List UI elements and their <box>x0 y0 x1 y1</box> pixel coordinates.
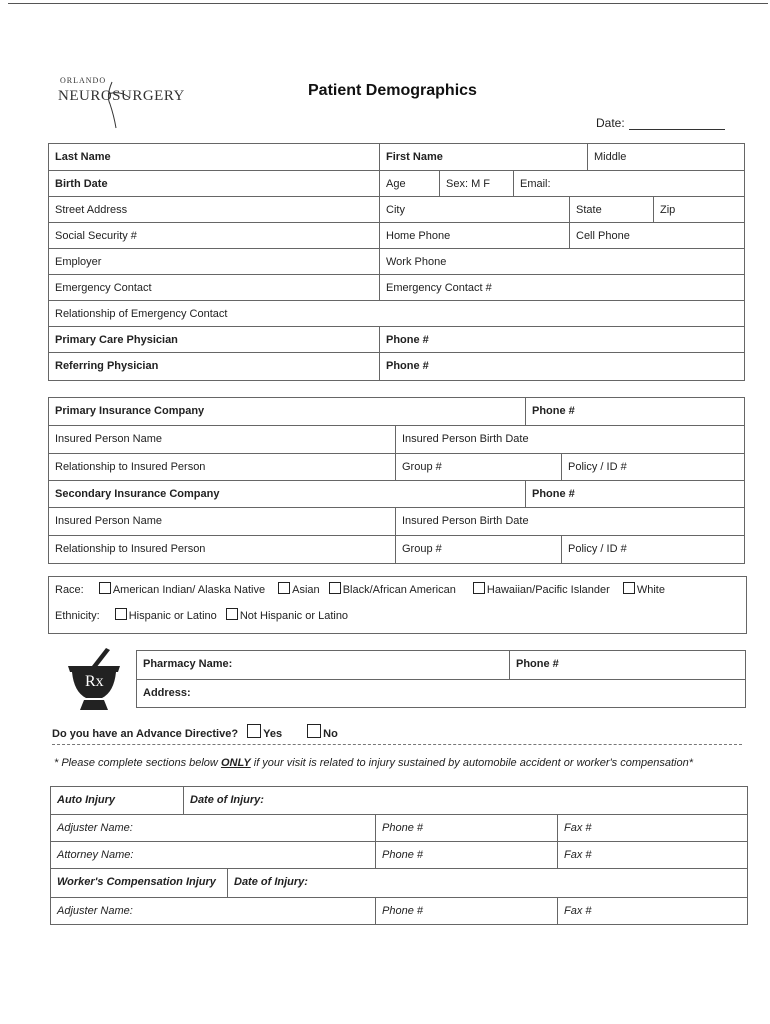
policy2-field[interactable]: Policy / ID # <box>561 536 744 563</box>
patient-info-table <box>48 143 745 381</box>
ethnicity-option-label: Not Hispanic or Latino <box>239 610 349 622</box>
adjuster2-fax-field[interactable]: Fax # <box>557 898 747 924</box>
advance-yes-label: Yes <box>263 728 283 740</box>
advance-directive-question <box>52 724 338 740</box>
primary-insurance-phone-field[interactable]: Phone # <box>525 398 744 425</box>
insured-name-field[interactable]: Insured Person Name <box>55 433 162 445</box>
cell-phone-field[interactable]: Cell Phone <box>569 223 744 248</box>
race-checkbox[interactable] <box>99 582 111 594</box>
insured-birth-field[interactable]: Insured Person Birth Date <box>395 426 744 453</box>
logo-small-text: ORLANDO <box>60 76 107 85</box>
logo <box>58 74 198 134</box>
zip-field[interactable]: Zip <box>653 197 744 222</box>
ethnicity-label: Ethnicity: <box>55 610 100 622</box>
table-row <box>137 679 745 707</box>
advance-no-label: No <box>323 728 338 740</box>
ssn-field[interactable]: Social Security # <box>55 230 137 242</box>
secondary-insurance-phone-field[interactable]: Phone # <box>525 481 744 507</box>
table-row <box>49 480 744 507</box>
attorney-phone-field[interactable]: Phone # <box>375 842 557 868</box>
adjuster2-name-field[interactable]: Adjuster Name: <box>57 905 133 917</box>
race-option-label: Black/African American <box>342 584 456 596</box>
secondary-insurance-field[interactable]: Secondary Insurance Company <box>55 488 220 500</box>
table-row <box>49 535 744 563</box>
workers-date-field[interactable]: Date of Injury: <box>227 869 747 897</box>
date-field[interactable] <box>596 116 725 130</box>
pcp-phone-field[interactable]: Phone # <box>379 327 744 352</box>
note-pre: * Please complete sections below <box>54 757 221 769</box>
date-label: Date: <box>596 116 625 130</box>
referring-physician-field[interactable]: Referring Physician <box>55 360 159 372</box>
table-row <box>49 274 744 300</box>
insured-birth2-field[interactable]: Insured Person Birth Date <box>395 508 744 535</box>
table-row <box>49 300 744 326</box>
table-row <box>51 787 747 814</box>
dashed-divider <box>52 744 742 745</box>
group-field[interactable]: Group # <box>395 454 561 480</box>
relationship-insured-field[interactable]: Relationship to Insured Person <box>55 461 206 473</box>
ethnicity-option-label: Hispanic or Latino <box>128 610 217 622</box>
note-only: ONLY <box>220 757 251 769</box>
table-row <box>49 196 744 222</box>
table-row <box>49 222 744 248</box>
primary-insurance-field[interactable]: Primary Insurance Company <box>55 405 205 417</box>
race-ethnicity-box <box>48 576 747 634</box>
insured-name2-field[interactable]: Insured Person Name <box>55 515 162 527</box>
ethnicity-row <box>55 605 348 627</box>
last-name-field[interactable]: Last Name <box>55 151 111 163</box>
pharmacy-phone-field[interactable]: Phone # <box>509 651 745 679</box>
advance-yes-checkbox[interactable] <box>247 724 261 738</box>
table-row <box>49 144 744 170</box>
advance-directive-label: Do you have an Advance Directive? <box>52 728 239 740</box>
table-row <box>49 453 744 480</box>
pcp-field[interactable]: Primary Care Physician <box>55 334 178 346</box>
policy-field[interactable]: Policy / ID # <box>561 454 744 480</box>
relationship-insured2-field[interactable]: Relationship to Insured Person <box>55 543 206 555</box>
email-field[interactable]: Email: <box>513 171 744 196</box>
page-title: Patient Demographics <box>308 82 477 99</box>
date-line[interactable] <box>629 129 725 130</box>
referring-phone-field[interactable]: Phone # <box>379 353 744 380</box>
race-checkbox[interactable] <box>278 582 290 594</box>
emergency-contact-field[interactable]: Emergency Contact <box>55 282 152 294</box>
race-option-label: American Indian/ Alaska Native <box>112 584 266 596</box>
insurance-table <box>48 397 745 564</box>
workers-comp-field[interactable]: Worker's Compensation Injury <box>57 876 216 888</box>
city-field[interactable]: City <box>379 197 569 222</box>
table-row <box>49 398 744 425</box>
adjuster-phone-field[interactable]: Phone # <box>375 815 557 841</box>
group2-field[interactable]: Group # <box>395 536 561 563</box>
table-row <box>51 814 747 841</box>
race-checkbox[interactable] <box>623 582 635 594</box>
first-name-field[interactable]: First Name <box>379 144 587 170</box>
injury-note <box>54 757 693 769</box>
race-option-label: Hawaiian/Pacific Islander <box>486 584 610 596</box>
table-row <box>49 507 744 535</box>
birth-date-field[interactable]: Birth Date <box>55 178 108 190</box>
table-row <box>49 248 744 274</box>
work-phone-field[interactable]: Work Phone <box>379 249 744 274</box>
injury-table <box>50 786 748 925</box>
state-field[interactable]: State <box>569 197 653 222</box>
advance-no-checkbox[interactable] <box>307 724 321 738</box>
adjuster-name-field[interactable]: Adjuster Name: <box>57 822 133 834</box>
table-row <box>49 425 744 453</box>
top-border <box>8 3 768 4</box>
emergency-contact-phone-field[interactable]: Emergency Contact # <box>379 275 744 300</box>
auto-date-field[interactable]: Date of Injury: <box>183 787 747 814</box>
rx-mortar-icon <box>66 646 122 712</box>
pharmacy-name-field[interactable]: Pharmacy Name: <box>143 658 233 670</box>
age-field[interactable]: Age <box>379 171 439 196</box>
pharmacy-address-field[interactable]: Address: <box>143 687 191 699</box>
table-row <box>49 352 744 380</box>
table-row <box>49 326 744 352</box>
race-checkbox[interactable] <box>473 582 485 594</box>
street-address-field[interactable]: Street Address <box>55 204 128 216</box>
attorney-fax-field[interactable]: Fax # <box>557 842 747 868</box>
table-row <box>51 868 747 897</box>
race-checkbox[interactable] <box>329 582 341 594</box>
ethnicity-checkbox[interactable] <box>226 608 238 620</box>
rx-text: Rx <box>85 673 104 690</box>
home-phone-field[interactable]: Home Phone <box>379 223 569 248</box>
race-option-label: White <box>636 584 665 596</box>
logo-big-text: NEUROSURGERY <box>58 88 185 104</box>
adjuster2-phone-field[interactable]: Phone # <box>375 898 557 924</box>
attorney-name-field[interactable]: Attorney Name: <box>57 849 134 861</box>
race-label: Race: <box>55 584 84 596</box>
employer-field[interactable]: Employer <box>55 256 102 268</box>
race-option-label: Asian <box>292 584 320 596</box>
ethnicity-checkbox[interactable] <box>115 608 127 620</box>
middle-field[interactable]: Middle <box>587 144 744 170</box>
sex-field[interactable]: Sex: M F <box>439 171 513 196</box>
note-post: if your visit is related to injury sustained by automobile accident or worker's compensation* <box>250 757 693 769</box>
table-row <box>51 841 747 868</box>
race-row <box>55 579 665 601</box>
auto-injury-field[interactable]: Auto Injury <box>57 794 116 806</box>
relationship-emergency-field[interactable]: Relationship of Emergency Contact <box>55 308 228 320</box>
table-row <box>49 170 744 196</box>
pharmacy-table <box>136 650 746 708</box>
adjuster-fax-field[interactable]: Fax # <box>557 815 747 841</box>
table-row <box>137 651 745 679</box>
table-row <box>51 897 747 924</box>
